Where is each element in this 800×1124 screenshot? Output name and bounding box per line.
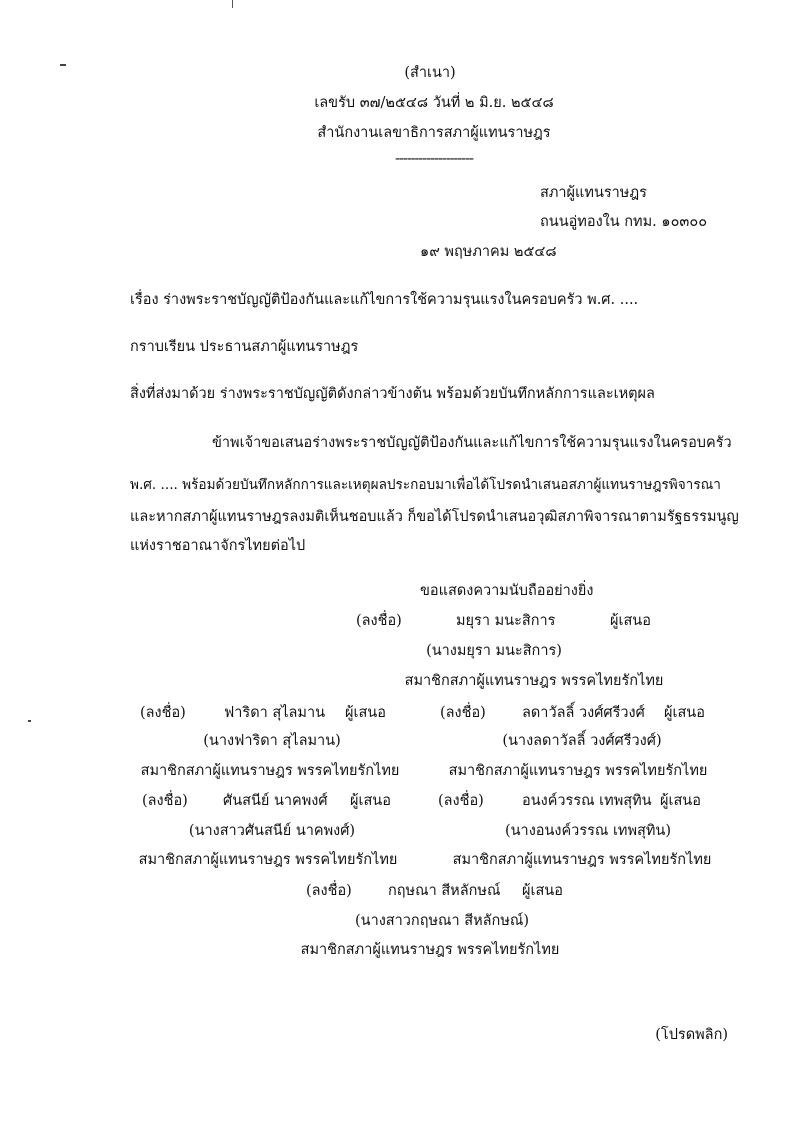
signatory-role: ผู้เสนอ: [610, 613, 651, 629]
sender-address: ถนนอู่ทองใน กทม. ๑๐๓๐๐: [540, 214, 708, 230]
body-line: ข้าพเจ้าขอเสนอร่างพระราชบัญญัติป้องกันและแก้ไขการใช้ความรุนแรงในครอบครัว: [212, 435, 732, 451]
signatory-full-name: (นางลดาวัลลิ์ วงศ์ศรีวงศ์): [502, 733, 662, 749]
signatory-name: ฟาริดา สุไลมาน: [224, 705, 326, 721]
scan-speck: [28, 720, 31, 722]
signatory-name: อนงค์วรรณ เทพสุทิน: [522, 793, 652, 809]
scan-speck: [60, 64, 66, 66]
signatory-name: ศันสนีย์ นาคพงศ์: [223, 793, 328, 809]
scan-mark: [232, 0, 233, 8]
signatory-membership: สมาชิกสภาผู้แทนราษฎร พรรคไทยรักไทย: [138, 852, 398, 868]
enclosure-line: สิ่งที่ส่งมาด้วย ร่างพระราชบัญญัติดังกล่าวข้างต้น พร้อมด้วยบันทึกหลักการและเหตุผล: [130, 386, 655, 402]
signatory-full-name: (นางสาวกฤษณา สีหลักษณ์): [355, 913, 529, 929]
signatory-full-name: (นางอนงค์วรรณ เทพสุทิน): [504, 823, 672, 839]
sign-label: (ลงชื่อ): [140, 705, 186, 721]
signatory-name: มยุรา มนะสิการ: [456, 613, 556, 629]
signatory-full-name: (นางมยุรา มนะสิการ): [426, 643, 562, 659]
signatory-role: ผู้เสนอ: [660, 793, 701, 809]
signatory-role: ผู้เสนอ: [664, 705, 705, 721]
signatory-name: ลดาวัลลิ์ วงศ์ศรีวงศ์: [522, 705, 645, 721]
office-name: สำนักงานเลขาธิการสภาผู้แทนราษฎร: [317, 125, 551, 141]
sign-label: (ลงชื่อ): [438, 793, 484, 809]
signatory-role: ผู้เสนอ: [350, 793, 391, 809]
signatory-full-name: (นางสาวศันสนีย์ นาคพงศ์): [188, 823, 356, 839]
receipt-number: เลขรับ ๓๗/๒๕๔๘ วันที่ ๒ มิ.ย. ๒๕๔๘: [314, 95, 554, 111]
signatory-name: กฤษณา สีหลักษณ์: [388, 883, 501, 899]
body-line: พ.ศ. .... พร้อมด้วยบันทึกหลักการและเหตุผลประกอบมาเพื่อได้โปรดนำเสนอสภาผู้แทนราษฎรพิจารณา: [130, 477, 721, 493]
body-line: แห่งราชอาณาจักรไทยต่อไป: [130, 538, 306, 554]
signatory-role: ผู้เสนอ: [522, 883, 563, 899]
sign-label: (ลงชื่อ): [356, 613, 402, 629]
signatory-membership: สมาชิกสภาผู้แทนราษฎร พรรคไทยรักไทย: [404, 673, 664, 689]
signatory-membership: สมาชิกสภาผู้แทนราษฎร พรรคไทยรักไทย: [140, 763, 400, 779]
sign-label: (ลงชื่อ): [306, 883, 352, 899]
sign-label: (ลงชื่อ): [142, 793, 188, 809]
signatory-membership: สมาชิกสภาผู้แทนราษฎร พรรคไทยรักไทย: [300, 942, 560, 958]
signatory-role: ผู้เสนอ: [345, 705, 386, 721]
closing: ขอแสดงความนับถืออย่างยิ่ง: [420, 583, 594, 599]
letter-date: ๑๙ พฤษภาคม ๒๕๔๘: [420, 244, 557, 260]
signatory-membership: สมาชิกสภาผู้แทนราษฎร พรรคไทยรักไทย: [452, 852, 712, 868]
body-line: และหากสภาผู้แทนราษฎรลงมติเห็นชอบแล้ว ก็ขอได้โปรดนำเสนอวุฒิสภาพิจารณาตามรัฐธรรมนูญ: [130, 509, 739, 525]
signatory-membership: สมาชิกสภาผู้แทนราษฎร พรรคไทยรักไทย: [448, 763, 708, 779]
header-separator: --------------------: [395, 151, 473, 167]
sign-label: (ลงชื่อ): [440, 705, 486, 721]
turn-over-note: (โปรดพลิก): [655, 1027, 728, 1043]
signatory-full-name: (นางฟาริดา สุไลมาน): [203, 733, 341, 749]
salutation: กราบเรียน ประธานสภาผู้แทนราษฎร: [130, 339, 359, 355]
copy-mark: (สำเนา): [404, 65, 456, 81]
subject-line: เรื่อง ร่างพระราชบัญญัติป้องกันและแก้ไขการใช้ความรุนแรงในครอบครัว พ.ศ. ....: [130, 292, 639, 308]
sender-name: สภาผู้แทนราษฎร: [540, 185, 647, 201]
